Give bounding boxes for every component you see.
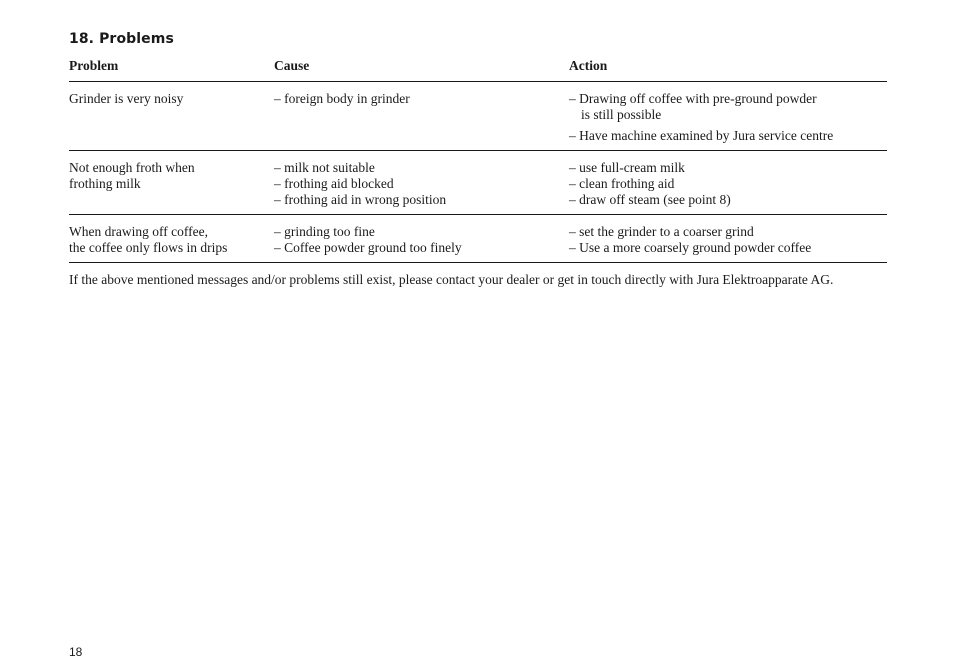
action-text: – clean frothing aid — [569, 176, 675, 191]
cause-cell — [274, 91, 564, 107]
cause-text: – milk not suitable — [274, 160, 375, 175]
action-text: – use full-cream milk — [569, 160, 685, 175]
problem-cell — [69, 224, 269, 256]
action-text: – draw off steam (see point 8) — [569, 192, 731, 207]
action-text-continued: is still possible — [581, 107, 662, 122]
cause-text: – Coffee powder ground too finely — [274, 240, 462, 255]
row-divider — [69, 150, 887, 151]
problem-cell — [69, 160, 269, 192]
action-cell — [569, 91, 887, 144]
action-text: – Use a more coarsely ground powder coffee — [569, 240, 812, 255]
contact-note: If the above mentioned messages and/or problems still exist, please contact your dealer or get in touch directly with Jura Elektroapparate AG. — [69, 272, 834, 287]
problem-text: the coffee only flows in drips — [69, 240, 228, 255]
action-text: – set the grinder to a coarser grind — [569, 224, 754, 239]
problem-text: Grinder is very noisy — [69, 91, 184, 106]
table-header — [69, 58, 887, 82]
cause-cell — [274, 160, 564, 208]
action-cell — [569, 224, 887, 256]
cause-text: – foreign body in grinder — [274, 91, 410, 106]
section-title: 18. Problems — [69, 31, 174, 47]
header-problem: Problem — [69, 58, 119, 73]
problem-cell — [69, 91, 269, 107]
header-divider — [69, 81, 887, 82]
header-action: Action — [569, 58, 608, 73]
action-text: – Drawing off coffee with pre-ground powder — [569, 91, 817, 106]
table-bottom-rule — [69, 262, 887, 263]
cause-text: – frothing aid blocked — [274, 176, 394, 191]
action-cell — [569, 160, 887, 208]
problem-text: frothing milk — [69, 176, 141, 191]
header-cause: Cause — [274, 58, 310, 73]
page-number: 18 — [69, 645, 83, 659]
problem-text: Not enough froth when — [69, 160, 195, 175]
cause-cell — [274, 224, 564, 256]
cause-text: – grinding too fine — [274, 224, 375, 239]
problem-text: When drawing off coffee, — [69, 224, 208, 239]
action-text: – Have machine examined by Jura service centre — [569, 128, 834, 143]
cause-text: – frothing aid in wrong position — [274, 192, 447, 207]
row-divider — [69, 214, 887, 215]
